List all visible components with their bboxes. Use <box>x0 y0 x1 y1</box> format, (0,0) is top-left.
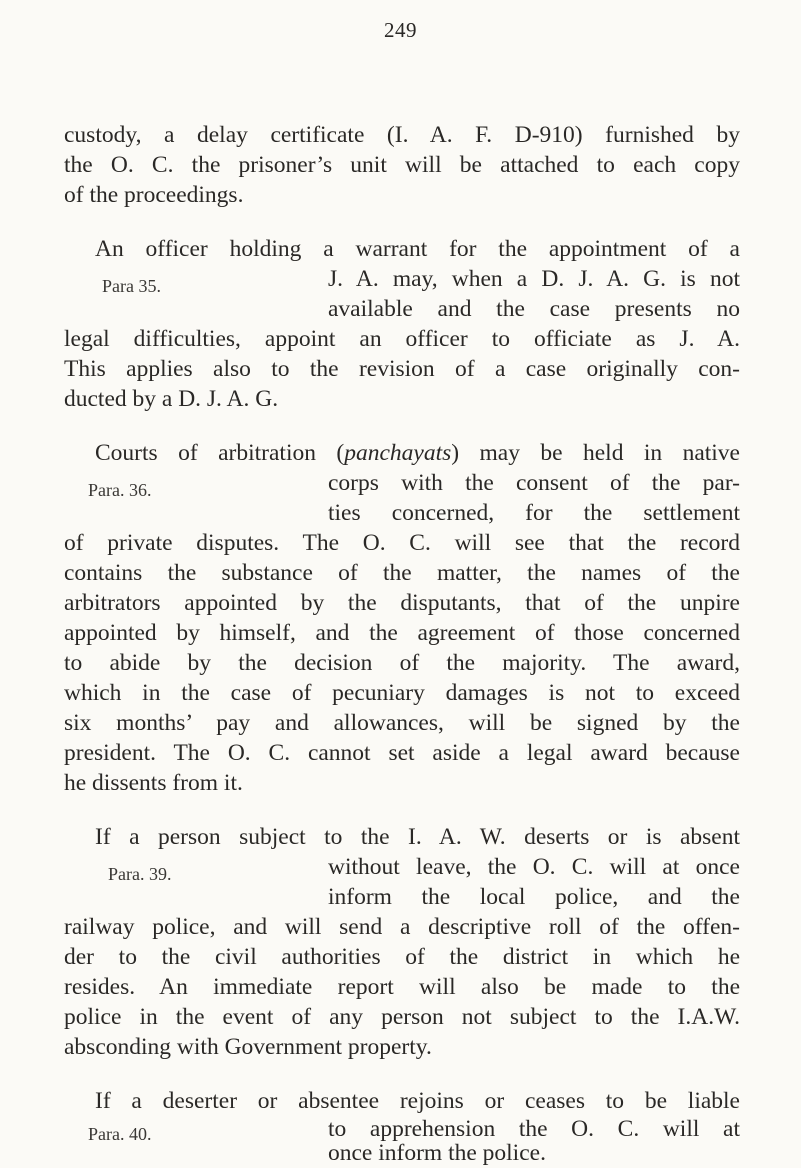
text-line: resides. An immediate report will also be made to the <box>64 974 740 1000</box>
text-line: once inform the police. <box>328 1140 546 1166</box>
text-line: the O. C. the prisoner’s unit will be attached to each copy <box>64 152 740 178</box>
text-line: railway police, and will send a descriptive roll of the offen- <box>64 914 740 940</box>
text-line: An officer holding a warrant for the appointment of a <box>95 236 740 262</box>
text-line: available and the case presents no <box>328 296 740 322</box>
para-reference: Para. 36. <box>88 480 152 500</box>
text-line: without leave, the O. C. will at once <box>328 854 740 880</box>
text-line: This applies also to the revision of a case originally con- <box>64 356 740 382</box>
text-segment: ) may be held in native <box>451 440 740 466</box>
para-reference: Para. 39. <box>108 864 172 884</box>
italic-term: panchayats <box>344 440 452 466</box>
page-number: 249 <box>384 18 417 42</box>
text-line: he dissents from it. <box>64 770 243 796</box>
text-line: absconding with Government property. <box>64 1034 432 1060</box>
text-line: If a person subject to the I. A. W. deserts or is absent <box>95 824 740 850</box>
text-line: J. A. may, when a D. J. A. G. is not <box>328 266 740 292</box>
text-line: contains the substance of the matter, the names of the <box>64 560 740 586</box>
text-line: appointed by himself, and the agreement of those concerned <box>64 620 740 646</box>
text-segment: Courts of arbitration ( <box>95 440 345 466</box>
text-line <box>95 438 740 468</box>
text-line: of the proceedings. <box>64 182 244 208</box>
text-line: six months’ pay and allowances, will be signed by the <box>64 710 740 736</box>
text-line: president. The O. C. cannot set aside a legal award because <box>64 740 740 766</box>
para-reference: Para 35. <box>102 276 161 296</box>
text-line: of private disputes. The O. C. will see that the record <box>64 530 740 556</box>
text-line: corps with the consent of the par- <box>328 470 740 496</box>
text-line: der to the civil authorities of the district in which he <box>64 944 740 970</box>
text-line: inform the local police, and the <box>328 884 740 910</box>
text-line: ties concerned, for the settlement <box>328 500 740 526</box>
text-line: police in the event of any person not subject to the I.A.W. <box>64 1004 740 1030</box>
text-line: If a deserter or absentee rejoins or ceases to be liable <box>95 1088 740 1114</box>
para-reference: Para. 40. <box>88 1124 152 1144</box>
text-line: to apprehension the O. C. will at <box>328 1116 740 1142</box>
text-line: which in the case of pecuniary damages is not to exceed <box>64 680 740 706</box>
text-line: ducted by a D. J. A. G. <box>64 386 279 412</box>
text-line: custody, a delay certificate (I. A. F. D-910) furnished by <box>64 122 740 148</box>
text-line: legal difficulties, appoint an officer to officiate as J. A. <box>64 326 740 352</box>
text-line: to abide by the decision of the majority. The award, <box>64 650 740 676</box>
text-line: arbitrators appointed by the disputants, that of the unpire <box>64 590 740 616</box>
